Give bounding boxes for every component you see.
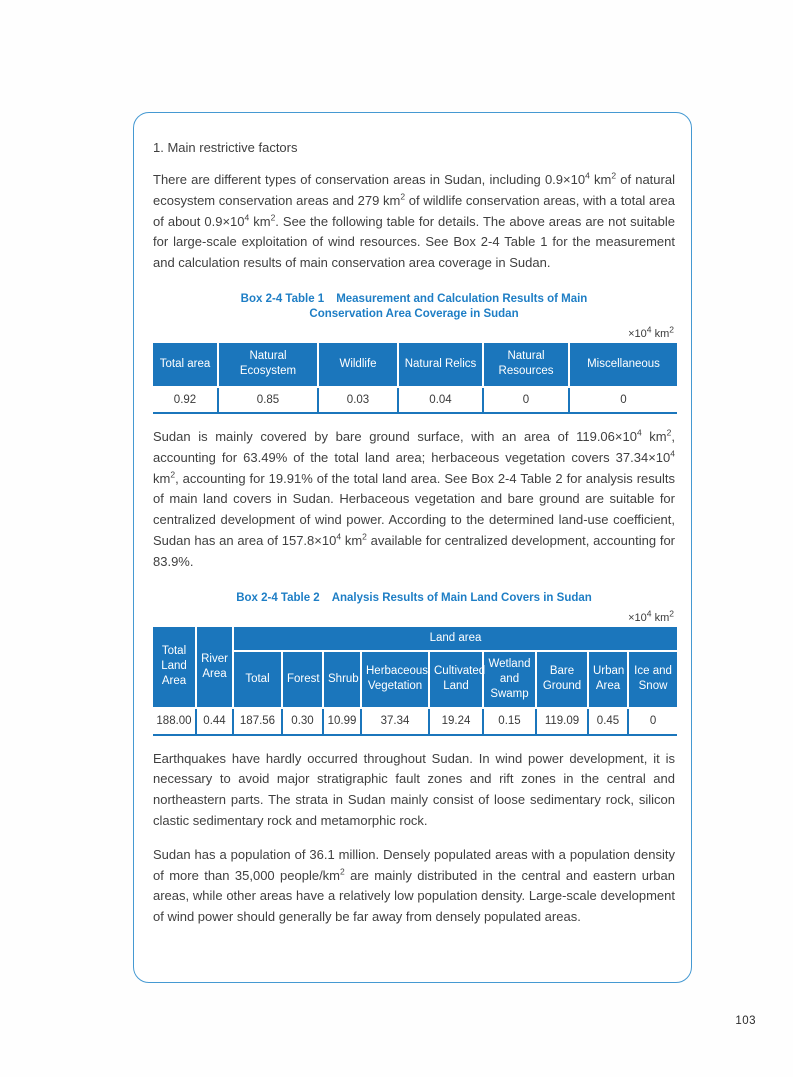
value-shrub: 10.99 — [323, 708, 361, 735]
value-natural-relics: 0.04 — [398, 387, 483, 413]
header-cell-natural-resources: Natural Resources — [483, 343, 569, 387]
page-number: 103 — [735, 1015, 756, 1027]
value-total-area: 0.92 — [153, 387, 218, 413]
paragraph-conservation-areas: There are different types of conservation areas in Sudan, including $0.9\times 10^4$ $km^2$ of natural ecosystem conservation areas and 279 $km^2$ of wildlife conservation areas, with a total area of about $0.9\times 10^4$ $km^2$. See the following table for details. The above areas are not suitable for large-scale exploitation of wind resources. See Box 2-4 Table 1 for the measurement and calculation results of main conservation area coverage in Sudan. — [153, 170, 675, 271]
table1-unit-label: $\times 10^4$ $km^2$ — [628, 324, 674, 340]
value-forest: 0.30 — [282, 708, 323, 735]
header-cell-natural-ecosystem: Natural Ecosystem — [218, 343, 318, 387]
table1-label: Box 2-4 Table 1 — [240, 292, 325, 305]
table-row — [153, 387, 677, 413]
table-row — [153, 708, 677, 735]
header-cell-wildlife: Wildlife — [318, 343, 398, 387]
header-cell-land-area-group: Land area — [233, 627, 677, 651]
value-river-area: 0.44 — [196, 708, 233, 735]
section-heading: 1. Main restrictive factors — [153, 140, 298, 155]
table1-title — [153, 292, 675, 322]
value-land-total: 187.56 — [233, 708, 282, 735]
table2-label: Box 2-4 Table 2 — [236, 591, 320, 604]
value-wetland-and-swamp: 0.15 — [483, 708, 536, 735]
table-header-row — [153, 343, 677, 387]
table2-title-line1 — [153, 591, 675, 606]
table1-title-line2: Conservation Area Coverage in Sudan — [309, 307, 519, 320]
header-cell-river-area: River Area — [196, 627, 233, 708]
value-urban-area: 0.45 — [588, 708, 628, 735]
header-cell-bare-ground: Bare Ground — [536, 651, 588, 708]
conservation-table-header — [153, 343, 677, 387]
header-cell-total-area: Total area — [153, 343, 218, 387]
paragraph-population: Sudan has a population of 36.1 million. Densely populated areas with a population density of more than 35,000 people/$km^2$ are mainly distributed in the central and eastern urban areas, while other areas have a relatively low population density. Large-scale development of wind power should generally be far away from densely populated areas. — [153, 846, 675, 925]
header-cell-wetland-and-swamp: Wetland and Swamp — [483, 651, 536, 708]
value-cultivated-land: 19.24 — [429, 708, 483, 735]
land-covers-table — [153, 627, 677, 736]
table-header-row-group — [153, 627, 677, 651]
content-box — [133, 112, 692, 983]
value-herbaceous-vegetation: 37.34 — [361, 708, 429, 735]
value-natural-resources: 0 — [483, 387, 569, 413]
table1-title-line1 — [153, 292, 675, 307]
header-cell-total-land-area: Total Land Area — [153, 627, 196, 708]
header-cell-total: Total — [233, 651, 282, 708]
header-cell-herbaceous-vegetation: Herbaceous Vegetation — [361, 651, 429, 708]
value-miscellaneous: 0 — [569, 387, 677, 413]
value-bare-ground: 119.09 — [536, 708, 588, 735]
header-cell-urban-area: Urban Area — [588, 651, 628, 708]
value-natural-ecosystem: 0.85 — [218, 387, 318, 413]
header-cell-forest: Forest — [282, 651, 323, 708]
conservation-area-table — [153, 343, 677, 414]
table2-title — [153, 591, 675, 606]
header-cell-cultivated-land: Cultivated Land — [429, 651, 483, 708]
table2-unit-label: $\times 10^4$ $km^2$ — [628, 607, 674, 624]
table1-title-text: Measurement and Calculation Results of Main — [336, 292, 588, 305]
value-ice-and-snow: 0 — [628, 708, 677, 735]
header-cell-natural-relics: Natural Relics — [398, 343, 483, 387]
paragraph-land-cover: Sudan is mainly covered by bare ground surface, with an area of $119.06\times 10^4$ $km^2$, accounting for 63.49% of the total land area; herbaceous vegetation covers $37.34\times 10^4$ $km^2$, accounting for 19.91% of the total land area. See Box 2-4 Table 2 for analysis results of main land covers in Sudan. Herbaceous vegetation and bare ground are suitable for centralized development of wind power. According to the determined land-use coefficient, Sudan has an area of $157.8\times 10^4$ $km^2$ available for centralized development, accounting for 83.9%. — [153, 427, 676, 569]
header-cell-ice-and-snow: Ice and Snow — [628, 651, 677, 708]
table2-title-text: Analysis Results of Main Land Covers in Sudan — [331, 591, 592, 604]
header-cell-shrub: Shrub — [323, 651, 361, 708]
land-covers-table-header — [153, 627, 677, 708]
value-total-land-area: 188.00 — [153, 708, 196, 735]
value-wildlife: 0.03 — [318, 387, 398, 413]
header-cell-miscellaneous: Miscellaneous — [569, 343, 677, 387]
paragraph-earthquakes: Earthquakes have hardly occurred throughout Sudan. In wind power development, it is necessary to avoid major stratigraphic fault zones and rift zones in the central and northeastern parts. The strata in Sudan mainly consist of loose sedimentary rock, silicon clastic sedimentary rock and metamorphic rock. — [153, 750, 675, 828]
